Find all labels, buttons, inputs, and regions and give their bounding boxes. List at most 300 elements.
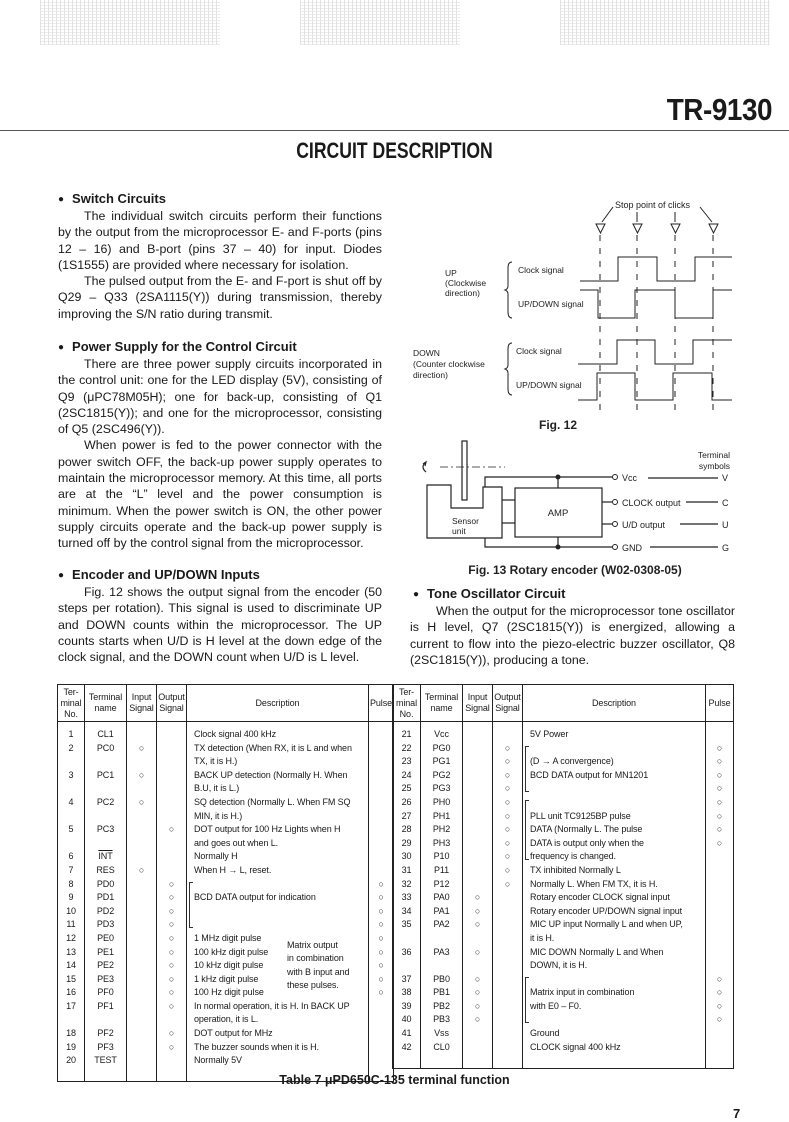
description <box>523 837 706 851</box>
terminal-no: 34 <box>393 905 421 919</box>
terminal-name: PB3 <box>421 1013 463 1027</box>
terminal-name: PB1 <box>421 986 463 1000</box>
description-text: DATA is output only when the <box>530 837 644 848</box>
page-number: 7 <box>733 1106 741 1121</box>
input-signal-mark <box>127 1013 157 1027</box>
input-signal-mark: ○ <box>127 864 157 878</box>
terminal-no <box>393 932 421 946</box>
pulse-mark: ○ <box>369 973 394 987</box>
terminal-name: Vcc <box>421 722 463 742</box>
pulse-mark <box>369 1027 394 1041</box>
terminal-no: 1 <box>58 722 85 742</box>
table-row <box>393 823 734 837</box>
input-signal-mark <box>463 959 493 973</box>
section-heading: ● Power Supply for the Control Circuit <box>58 338 382 356</box>
table-row <box>58 932 394 946</box>
pulse-mark: ○ <box>369 959 394 973</box>
table-row <box>58 878 394 892</box>
input-signal-mark <box>127 810 157 824</box>
description <box>187 878 369 892</box>
table-row <box>58 837 394 851</box>
terminal-no: 20 <box>58 1054 85 1068</box>
input-signal-mark <box>127 918 157 932</box>
terminal-no: 36 <box>393 946 421 960</box>
terminal-name: PD0 <box>85 878 127 892</box>
scan-noise-left <box>40 0 220 45</box>
output-signal-mark <box>493 905 523 919</box>
pulse-mark <box>369 810 394 824</box>
description <box>523 878 706 892</box>
description <box>187 1041 369 1055</box>
section-heading: ● Encoder and UP/DOWN Inputs <box>58 566 382 584</box>
terminal-no: 25 <box>393 782 421 796</box>
input-signal-mark <box>463 782 493 796</box>
description <box>523 850 706 864</box>
fig13-caption: Fig. 13 Rotary encoder (W02-0308-05) <box>468 563 682 577</box>
input-signal-mark <box>127 1054 157 1068</box>
fig13-terminal-clock: CLOCK output <box>622 498 681 508</box>
table-row <box>58 1027 394 1041</box>
brace <box>525 977 529 987</box>
section-heading: ● Tone Oscillator Circuit <box>413 585 735 603</box>
model-number: TR-9130 <box>666 92 772 127</box>
description <box>523 755 706 769</box>
pulse-mark: ○ <box>706 810 734 824</box>
terminal-name: PC0 <box>85 742 127 756</box>
output-signal-mark <box>493 1013 523 1027</box>
terminal-no: 28 <box>393 823 421 837</box>
table-row <box>58 918 394 932</box>
input-signal-mark <box>463 864 493 878</box>
terminal-no: 42 <box>393 1041 421 1055</box>
description-text: 1 kHz digit pulse <box>194 973 259 984</box>
fig13-amp-label: AMP <box>547 508 569 519</box>
pulse-mark: ○ <box>706 986 734 1000</box>
pulse-mark: ○ <box>369 905 394 919</box>
table-row <box>58 973 394 987</box>
terminal-name: PC3 <box>85 823 127 837</box>
brace <box>525 800 529 810</box>
pulse-mark <box>369 823 394 837</box>
header-pulse: Pulse <box>369 685 394 722</box>
table-row <box>393 905 734 919</box>
description-text: 100 kHz digit pulse <box>194 946 269 957</box>
pulse-mark: ○ <box>369 986 394 1000</box>
pulse-mark: ○ <box>706 973 734 987</box>
fig12-up-sub: direction) <box>445 288 480 298</box>
output-signal-mark <box>493 1000 523 1014</box>
description <box>187 755 369 769</box>
description <box>523 986 706 1000</box>
pulse-mark: ○ <box>706 1000 734 1014</box>
terminal-no: 35 <box>393 918 421 932</box>
table-header-row <box>58 685 394 722</box>
output-signal-mark: ○ <box>493 782 523 796</box>
table-row <box>58 986 394 1000</box>
table-row <box>393 932 734 946</box>
brace <box>525 746 529 756</box>
terminal-no <box>58 755 85 769</box>
description-text: Clock signal 400 kHz <box>194 729 277 739</box>
terminal-name: PH0 <box>421 796 463 810</box>
terminal-name: P12 <box>421 878 463 892</box>
terminal-no: 33 <box>393 891 421 905</box>
pulse-mark: ○ <box>369 891 394 905</box>
input-signal-mark <box>127 1027 157 1041</box>
pulse-mark <box>369 782 394 796</box>
description-text: it is H. <box>530 932 555 943</box>
description <box>523 796 706 810</box>
pulse-mark: ○ <box>369 946 394 960</box>
description-text: Rotary encoder CLOCK signal input <box>530 892 670 903</box>
output-signal-mark: ○ <box>157 918 187 932</box>
pulse-mark <box>369 755 394 769</box>
fig12-up-label: UP <box>445 268 457 278</box>
output-signal-mark: ○ <box>493 742 523 756</box>
terminal-name: PA0 <box>421 891 463 905</box>
terminal-name <box>85 810 127 824</box>
description <box>187 932 369 946</box>
table-filler <box>393 1054 734 1068</box>
description-text: DOT output for 100 Hz Lights when H <box>194 824 341 835</box>
terminal-no: 5 <box>58 823 85 837</box>
header-terminal-name: Terminal name <box>85 685 127 722</box>
description-text: TX detection (When RX, it is L and when <box>194 742 352 753</box>
section-tone-oscillator <box>410 585 735 668</box>
pulse-mark <box>369 837 394 851</box>
table-row <box>393 755 734 769</box>
terminal-no: 18 <box>58 1027 85 1041</box>
output-signal-mark: ○ <box>157 823 187 837</box>
table-row <box>58 1041 394 1055</box>
terminal-name <box>85 755 127 769</box>
pulse-mark <box>706 1041 734 1055</box>
description <box>523 932 706 946</box>
description <box>523 959 706 973</box>
output-signal-mark: ○ <box>493 823 523 837</box>
terminal-no: 27 <box>393 810 421 824</box>
output-signal-mark <box>157 769 187 783</box>
input-signal-mark <box>463 722 493 742</box>
terminal-no: 6 <box>58 850 85 864</box>
terminal-name: PA2 <box>421 918 463 932</box>
input-signal-mark <box>463 932 493 946</box>
page-title: CIRCUIT DESCRIPTION <box>296 138 493 163</box>
input-signal-mark <box>463 796 493 810</box>
description-text: with E0 – F0. <box>530 1000 582 1011</box>
table-row <box>58 782 394 796</box>
pulse-mark <box>706 722 734 742</box>
brace <box>189 891 190 905</box>
header-terminal-name: Terminal name <box>421 685 463 722</box>
fig12-updown-label: UP/DOWN signal <box>518 299 584 309</box>
terminal-name <box>421 932 463 946</box>
terminal-no: 10 <box>58 905 85 919</box>
table-row <box>58 864 394 878</box>
pulse-mark <box>369 722 394 742</box>
section-switch-circuits <box>58 190 382 322</box>
pulse-mark <box>369 796 394 810</box>
fig13-symbol: U <box>722 520 729 530</box>
terminal-no: 2 <box>58 742 85 756</box>
input-signal-mark <box>127 891 157 905</box>
output-signal-mark <box>493 986 523 1000</box>
terminal-name: Vss <box>421 1027 463 1041</box>
brace <box>525 810 526 824</box>
table-row <box>58 823 394 837</box>
output-signal-mark: ○ <box>157 973 187 987</box>
input-signal-mark: ○ <box>463 986 493 1000</box>
input-signal-mark <box>463 755 493 769</box>
terminal-no: 11 <box>58 918 85 932</box>
terminal-no: 31 <box>393 864 421 878</box>
terminal-name: PD1 <box>85 891 127 905</box>
terminal-name: P10 <box>421 850 463 864</box>
input-signal-mark: ○ <box>127 769 157 783</box>
description-text: Rotary encoder UP/DOWN signal input <box>530 905 683 916</box>
pulse-mark: ○ <box>706 823 734 837</box>
table-row <box>393 1013 734 1027</box>
fig12-clock-label: Clock signal <box>518 265 564 275</box>
terminal-name: PB0 <box>421 973 463 987</box>
table-row <box>58 1054 394 1068</box>
table-row <box>393 959 734 973</box>
output-signal-mark: ○ <box>157 905 187 919</box>
filler-cell <box>523 1054 706 1068</box>
table-row <box>393 742 734 756</box>
output-signal-mark <box>493 1027 523 1041</box>
description-text: CLOCK signal 400 kHz <box>530 1041 621 1052</box>
pulse-mark: ○ <box>706 1013 734 1027</box>
description-note: with B input and <box>287 966 350 977</box>
input-signal-mark <box>127 1041 157 1055</box>
scan-noise-right <box>560 0 770 45</box>
brace <box>525 769 526 783</box>
output-signal-mark: ○ <box>493 837 523 851</box>
table-row <box>58 769 394 783</box>
output-signal-mark <box>157 1013 187 1027</box>
table-row <box>58 722 394 742</box>
header-description: Description <box>187 685 369 722</box>
terminal-name: CL1 <box>85 722 127 742</box>
pulse-mark: ○ <box>369 918 394 932</box>
description <box>523 864 706 878</box>
pulse-mark <box>369 1000 394 1014</box>
output-signal-mark <box>493 1041 523 1055</box>
terminal-name: PE1 <box>85 946 127 960</box>
terminal-table-left <box>57 684 394 1082</box>
description <box>187 782 369 796</box>
input-signal-mark <box>127 782 157 796</box>
pulse-mark <box>706 850 734 864</box>
input-signal-mark <box>127 986 157 1000</box>
table-row <box>58 891 394 905</box>
output-signal-mark <box>157 755 187 769</box>
filler-cell <box>393 1054 421 1068</box>
output-signal-mark <box>493 946 523 960</box>
brace <box>525 755 526 769</box>
table-row <box>393 891 734 905</box>
description-text: PLL unit TC9125BP pulse <box>530 810 631 821</box>
terminal-no: 29 <box>393 837 421 851</box>
description <box>187 1054 369 1068</box>
filler-cell <box>493 1054 523 1068</box>
header-description: Description <box>523 685 706 722</box>
input-signal-mark <box>127 878 157 892</box>
output-signal-mark: ○ <box>493 810 523 824</box>
output-signal-mark <box>157 782 187 796</box>
output-signal-mark <box>493 722 523 742</box>
table-row <box>393 918 734 932</box>
terminal-name: PF0 <box>85 986 127 1000</box>
terminal-no: 24 <box>393 769 421 783</box>
description-text: MIN, it is H.) <box>194 810 243 821</box>
description <box>523 1013 706 1027</box>
fig13-sensor-label: unit <box>452 526 466 536</box>
input-signal-mark: ○ <box>463 891 493 905</box>
terminal-name: PG2 <box>421 769 463 783</box>
input-signal-mark <box>127 946 157 960</box>
terminal-name: PG1 <box>421 755 463 769</box>
table-row <box>393 1000 734 1014</box>
description-text: 10 kHz digit pulse <box>194 960 264 971</box>
description-text: Normally L. When FM TX, it is H. <box>530 878 658 889</box>
header-output-signal: Output Signal <box>493 685 523 722</box>
terminal-name: $\overline{INT}$ <box>85 850 127 864</box>
description-text: DOWN, it is H. <box>530 960 588 971</box>
brace <box>189 905 190 919</box>
fig12-down-sub: (Counter clockwise <box>413 359 485 369</box>
terminal-no: 22 <box>393 742 421 756</box>
description <box>187 837 369 851</box>
section-encoder <box>58 566 382 665</box>
pulse-mark <box>706 905 734 919</box>
pulse-mark <box>706 918 734 932</box>
input-signal-mark <box>127 973 157 987</box>
terminal-name: PH3 <box>421 837 463 851</box>
output-signal-mark: ○ <box>157 878 187 892</box>
fig13-symbol: V <box>722 473 729 483</box>
table-row <box>393 769 734 783</box>
terminal-no: 21 <box>393 722 421 742</box>
terminal-name: PE0 <box>85 932 127 946</box>
description-text: Matrix input in combination <box>530 987 635 998</box>
terminal-name: PD2 <box>85 905 127 919</box>
output-signal-mark: ○ <box>157 1041 187 1055</box>
table-row <box>58 742 394 756</box>
fig13-terminal-vcc: Vcc <box>622 473 638 483</box>
input-signal-mark <box>463 769 493 783</box>
table-row <box>393 864 734 878</box>
input-signal-mark <box>127 959 157 973</box>
terminal-no: 38 <box>393 986 421 1000</box>
description <box>523 769 706 783</box>
description-text: DATA (Normally L. The pulse <box>530 824 643 835</box>
description-text: operation, it is L. <box>194 1014 259 1025</box>
input-signal-mark <box>127 755 157 769</box>
terminal-name: PA1 <box>421 905 463 919</box>
terminal-no: 13 <box>58 946 85 960</box>
brace <box>189 882 193 892</box>
table-row <box>58 810 394 824</box>
pulse-mark <box>369 769 394 783</box>
output-signal-mark <box>493 891 523 905</box>
terminal-no: 7 <box>58 864 85 878</box>
description <box>187 918 369 932</box>
terminal-name: RES <box>85 864 127 878</box>
input-signal-mark: ○ <box>463 1000 493 1014</box>
description-text: 100 Hz digit pulse <box>194 987 264 998</box>
output-signal-mark: ○ <box>157 891 187 905</box>
pulse-mark <box>369 742 394 756</box>
description <box>187 1013 369 1027</box>
fig13-terminal-ud: U/D output <box>622 520 666 530</box>
output-signal-mark <box>157 850 187 864</box>
input-signal-mark <box>463 1027 493 1041</box>
input-signal-mark <box>463 742 493 756</box>
terminal-no: 12 <box>58 932 85 946</box>
description <box>187 891 369 905</box>
brace <box>525 1013 529 1023</box>
description-note: these pulses. <box>287 980 339 991</box>
fig12-down-label: DOWN <box>413 348 440 358</box>
filler-cell <box>421 1054 463 1068</box>
terminal-name: PF1 <box>85 1000 127 1014</box>
output-signal-mark <box>157 796 187 810</box>
pulse-mark <box>706 891 734 905</box>
description-text: B.U, it is L.) <box>194 783 240 794</box>
output-signal-mark: ○ <box>493 755 523 769</box>
terminal-name <box>85 837 127 851</box>
fig13-rotary-encoder <box>405 435 745 580</box>
fig12-timing-diagram <box>395 190 740 435</box>
description <box>187 864 369 878</box>
input-signal-mark: ○ <box>463 973 493 987</box>
output-signal-mark: ○ <box>157 1000 187 1014</box>
description <box>523 722 706 742</box>
input-signal-mark: ○ <box>127 742 157 756</box>
pulse-mark <box>706 878 734 892</box>
description <box>523 823 706 837</box>
description <box>187 1027 369 1041</box>
fig13-terminal-symbols-label: Terminal <box>697 450 730 460</box>
terminal-name: PH1 <box>421 810 463 824</box>
description-text: In normal operation, it is H. In BACK UP <box>194 1000 350 1011</box>
description-text: BCD DATA output for indication <box>194 892 316 903</box>
description <box>523 905 706 919</box>
fig12-clock-label: Clock signal <box>516 346 562 356</box>
filler-cell <box>706 1054 734 1068</box>
scan-noise-center <box>300 0 460 45</box>
header-terminal-no: Ter- minal No. <box>393 685 421 722</box>
paragraph: The pulsed output from the E- and F-port is shut off by Q29 – Q33 (2SA1115(Y)) during transmission, thereby improving the S/N ratio during transmit. <box>58 274 382 321</box>
pulse-mark: ○ <box>706 837 734 851</box>
description <box>187 810 369 824</box>
output-signal-mark: ○ <box>157 1027 187 1041</box>
description <box>523 918 706 932</box>
description <box>523 1041 706 1055</box>
pulse-mark: ○ <box>369 932 394 946</box>
terminal-no: 8 <box>58 878 85 892</box>
terminal-no: 41 <box>393 1027 421 1041</box>
terminal-no: 3 <box>58 769 85 783</box>
header-input-signal: Input Signal <box>127 685 157 722</box>
table-row <box>393 973 734 987</box>
description <box>187 722 369 742</box>
input-signal-mark: ○ <box>463 946 493 960</box>
description-text: TX, it is H.) <box>194 756 238 767</box>
terminal-no: 17 <box>58 1000 85 1014</box>
